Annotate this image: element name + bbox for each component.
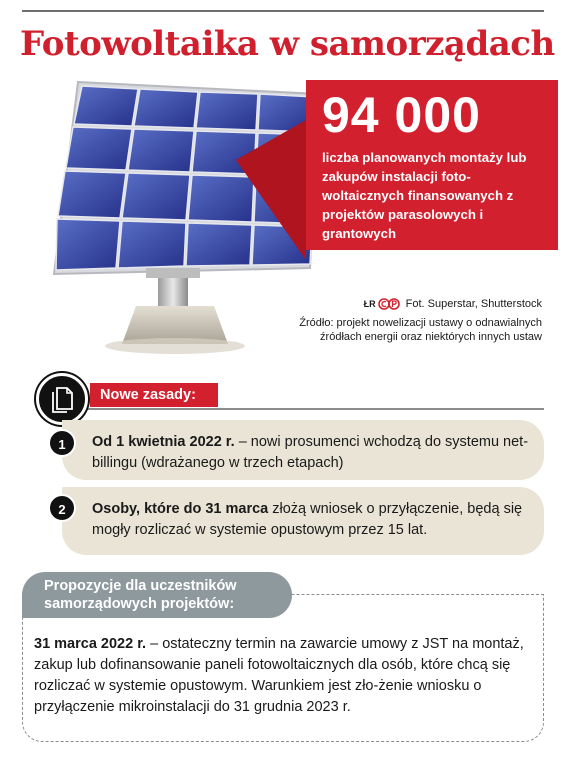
rule-item-bold: Osoby, które do 31 marca [92, 501, 269, 517]
rule-item [62, 420, 544, 480]
rule-item [62, 487, 544, 555]
credit-logo-text: ŁR [363, 299, 376, 309]
credit-logo [364, 298, 400, 310]
rule-item-bold: Od 1 kwietnia 2022 r. [92, 434, 235, 450]
proposals-header: Propozycje dla uczestników samorządowych projektów: [22, 572, 292, 618]
rule-item-text: złożą wniosek o przyłączenie, będą się mogły rozliczać w systemie opustowym przez 15 lat. [92, 501, 523, 538]
photo-credit [364, 298, 542, 310]
proposals-body: – ostateczny termin na zawarcie umowy z JST na montaż, zakup lub dofinansowanie paneli fotowoltaicznych dla osób, które chcą się rozliczać w systemie opustowym. Warunkiem jest zło-żenie wniosku o przyłączenie mikroinstalacji do 31 grudnia 2023 r. [34, 636, 524, 715]
cp-logo [378, 298, 400, 310]
rule-number-badge: 2 [48, 494, 76, 522]
rules-header: Nowe zasady: [90, 383, 218, 407]
stat-description: liczba planowanych montaży lub zakupów instalacji foto-woltaicznych finansowanych z projektów parasolowych i grantowych [322, 150, 527, 241]
proposals-text [34, 634, 538, 718]
rule-number-badge: 1 [48, 429, 76, 457]
source-note: Źródło: projekt nowelizacji ustawy o odnawialnych źródłach energii oraz niektórych innych ustaw [299, 317, 542, 343]
top-rule [22, 10, 544, 12]
section-divider [82, 408, 544, 410]
proposals-date: 31 marca 2022 r. [34, 636, 147, 652]
photo-credit-text: Fot. Superstar, Shutterstock [405, 298, 542, 310]
stat-number: 94 000 [322, 87, 481, 143]
page-title: Fotowoltaika w samorządach [20, 24, 555, 64]
rule-item-text: – nowi prosumenci wchodzą do systemu net-billingu (wdrażanego w trzech etapach) [92, 434, 529, 471]
document-icon [36, 373, 88, 425]
stat-box [306, 80, 558, 250]
